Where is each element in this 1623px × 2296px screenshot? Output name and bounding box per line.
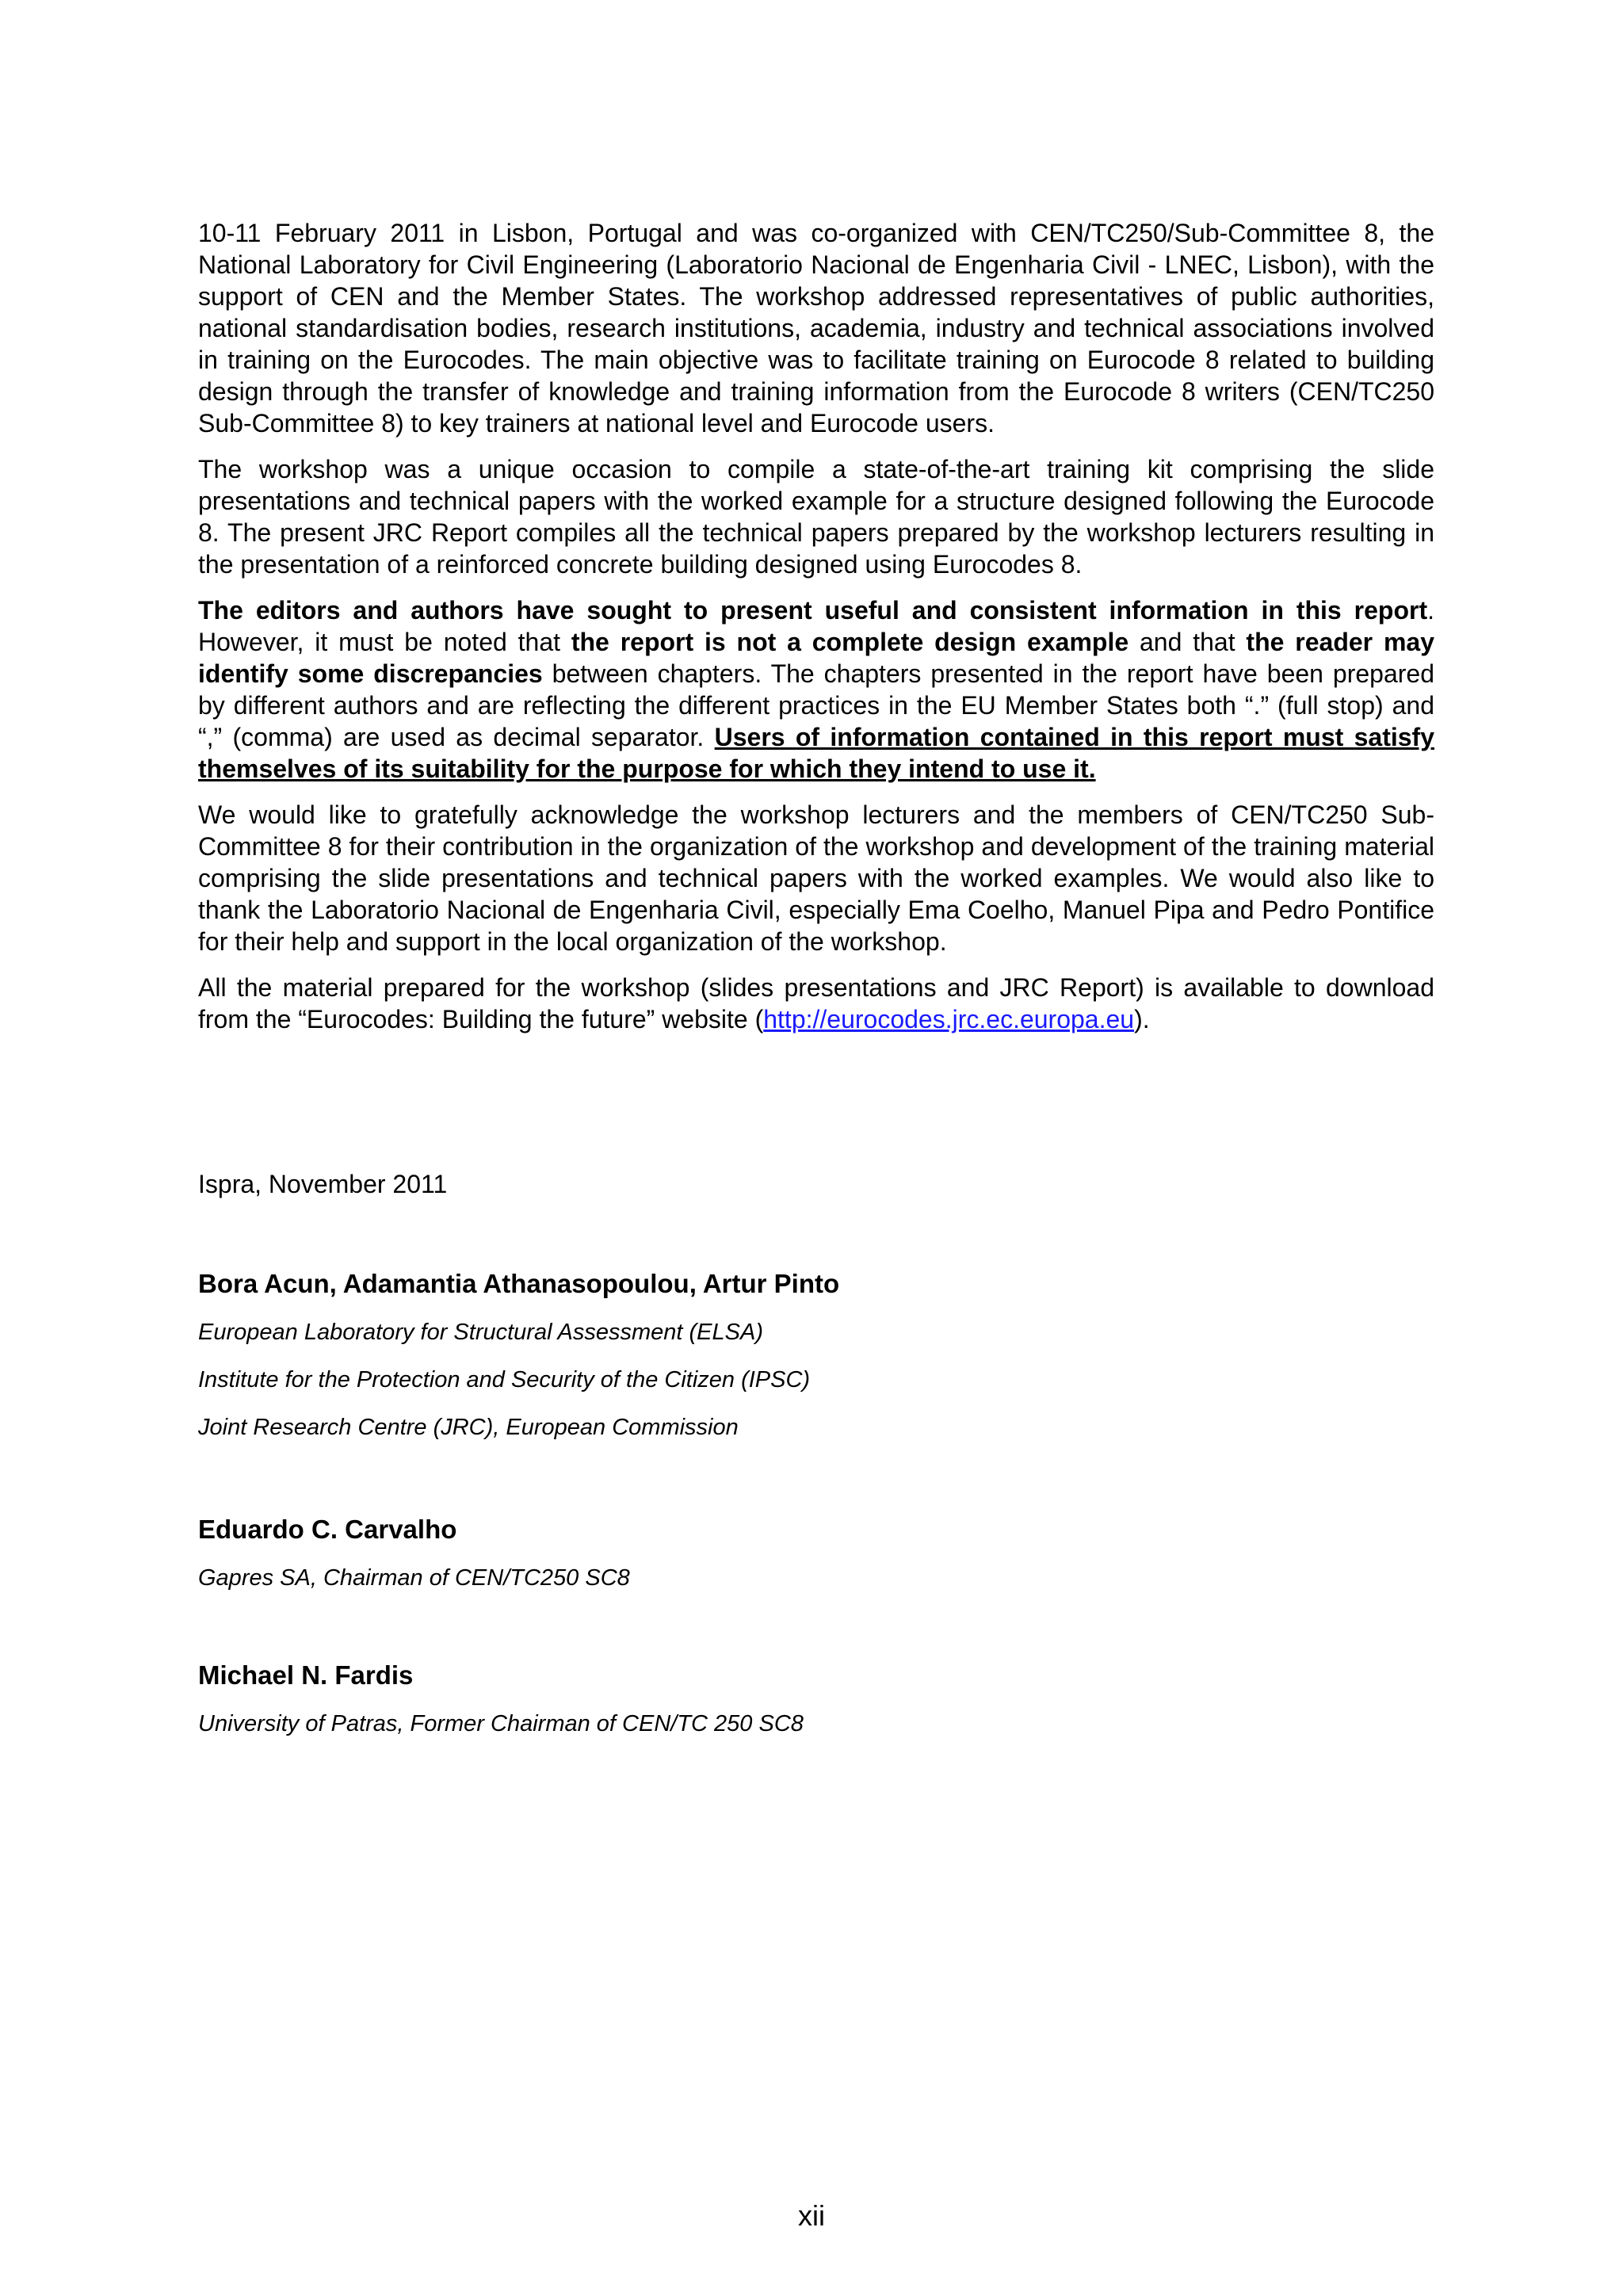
author-affiliation: European Laboratory for Structural Assessment (ELSA) [198, 1320, 763, 1345]
paragraph-workshop-intro: 10-11 February 2011 in Lisbon, Portugal and was co-organized with CEN/TC250/Sub-Committee 8, the National Laboratory for Civil Engineering (Laboratorio Nacional de Engenharia Civil - LNEC, Lisbon), with the support of CEN and the Member States. The workshop addressed representatives of public authorities, national standardisation bodies, research institutions, academia, industry and technical associations involved in training on the Eurocodes. The main objective was to facilitate training on Eurocode 8 related to building design through the transfer of knowledge and training information from the Eurocode 8 writers (CEN/TC250 Sub-Committee 8) to key trainers at national level and Eurocode users. [198, 219, 1434, 437]
download-text-after: ). [1134, 1005, 1150, 1033]
body-text [198, 217, 1434, 1035]
author-name: Eduardo C. Carvalho [198, 1515, 457, 1544]
page-number: xii [798, 2199, 825, 2232]
download-text-before: All the material prepared for the workshop (slides presentations and JRC Report) is available to download from the “Eurocodes: Building the future” website ( [198, 973, 1434, 1033]
disclaimer-bold-3: the reader may identify some discrepancies [198, 628, 1434, 688]
author-name: Michael N. Fardis [198, 1660, 414, 1690]
date-line: Ispra, November 2011 [198, 1170, 448, 1198]
disclaimer-text-2: and that [1128, 628, 1247, 656]
paragraph-training-kit: The workshop was a unique occasion to compile a state-of-the-art training kit comprising the slide presentations and technical papers with the worked example for a structure designed following the Eurocode 8. The present JRC Report compiles all the technical papers prepared by the workshop lecturers resulting in the presentation of a reinforced concrete building designed using Eurocodes 8. [198, 455, 1434, 579]
author-group-carvalho [198, 1514, 1434, 1610]
author-affiliation: Joint Research Centre (JRC), European Commission [198, 1415, 739, 1440]
paragraph-disclaimer [198, 594, 1434, 785]
disclaimer-text-1: . However, it must be noted that [198, 596, 1434, 656]
author-affiliation: Gapres SA, Chairman of CEN/TC250 SC8 [198, 1565, 630, 1591]
eurocodes-website-link[interactable]: http://eurocodes.jrc.ec.europa.eu [763, 1005, 1135, 1033]
disclaimer-bold-2: the report is not a complete design example [571, 628, 1129, 656]
paragraph-download [198, 972, 1434, 1035]
author-group-fardis [198, 1660, 1434, 1756]
author-affiliation: Institute for the Protection and Security of the Citizen (IPSC) [198, 1367, 811, 1392]
disclaimer-text-3: between chapters. The chapters presented in the report have been prepared by different authors and are reflecting the different practices in the EU Member States both “.” (full stop) and “,” (comma) are used as decimal separator. [198, 659, 1435, 751]
disclaimer-bold-1: The editors and authors have sought to present useful and consistent information in this report [198, 596, 1428, 625]
paragraph-acknowledgements: We would like to gratefully acknowledge the workshop lecturers and the members of CEN/TC250 Sub-Committee 8 for their contribution in the organization of the workshop and development of the training material comprising the slide presentations and technical papers with the worked examples. We would also like to thank the Laboratorio Nacional de Engenharia Civil, especially Ema Coelho, Manuel Pipa and Pedro Pontifice for their help and support in the local organization of the workshop. [198, 800, 1434, 956]
author-name: Bora Acun, Adamantia Athanasopoulou, Artur Pinto [198, 1269, 840, 1298]
author-affiliation: University of Patras, Former Chairman of CEN/TC 250 SC8 [198, 1711, 804, 1736]
author-group-jrc [198, 1268, 1434, 1460]
disclaimer-warning: Users of information contained in this report must satisfy themselves of its suitability for the purpose for which they intend to use it. [198, 723, 1435, 783]
